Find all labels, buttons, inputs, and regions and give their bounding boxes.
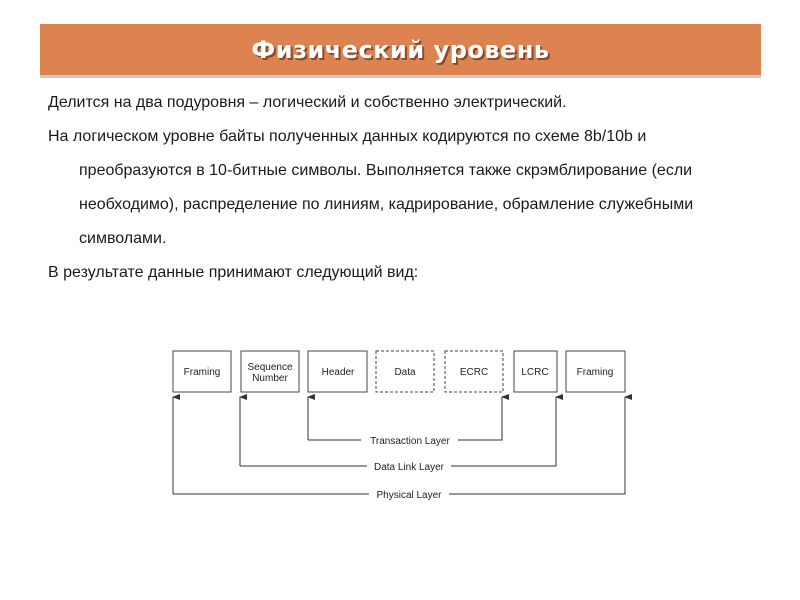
field-label-header: Header — [321, 367, 355, 378]
layer-label-physical: Physical Layer — [376, 490, 442, 501]
field-label-lcrc: LCRC — [521, 367, 549, 378]
paragraph-3: В результате данные принимают следующий вид: — [48, 264, 419, 281]
field-label-ecrc: ECRC — [459, 367, 489, 378]
physical-arrow-right — [449, 397, 625, 494]
layer-label-transaction: Transaction Layer — [370, 436, 450, 447]
paragraph-1: Делится на два подуровня – логический и собственно электрический. — [48, 94, 567, 111]
field-label-sequence: Sequence — [247, 362, 293, 373]
datalink-arrow-right — [451, 397, 556, 466]
slide-title: Физический уровень — [251, 35, 550, 64]
field-label-data: Data — [394, 367, 416, 378]
layer-label-data-link: Data Link Layer — [373, 462, 445, 473]
transaction-arrow-right — [458, 397, 502, 440]
paragraph-2: На логическом уровне байты полученных данных кодируются по схеме 8b/10b и преобразуются в 10-битные символы. Выполняется также скрэмблирование (если необходимо), распределение по линиям, кадрирование, обрамление служебными символами. — [48, 128, 694, 247]
field-label-number: Number — [252, 373, 288, 384]
field-label-framing-start: Framing — [183, 367, 221, 378]
field-label-framing-end: Framing — [576, 367, 614, 378]
